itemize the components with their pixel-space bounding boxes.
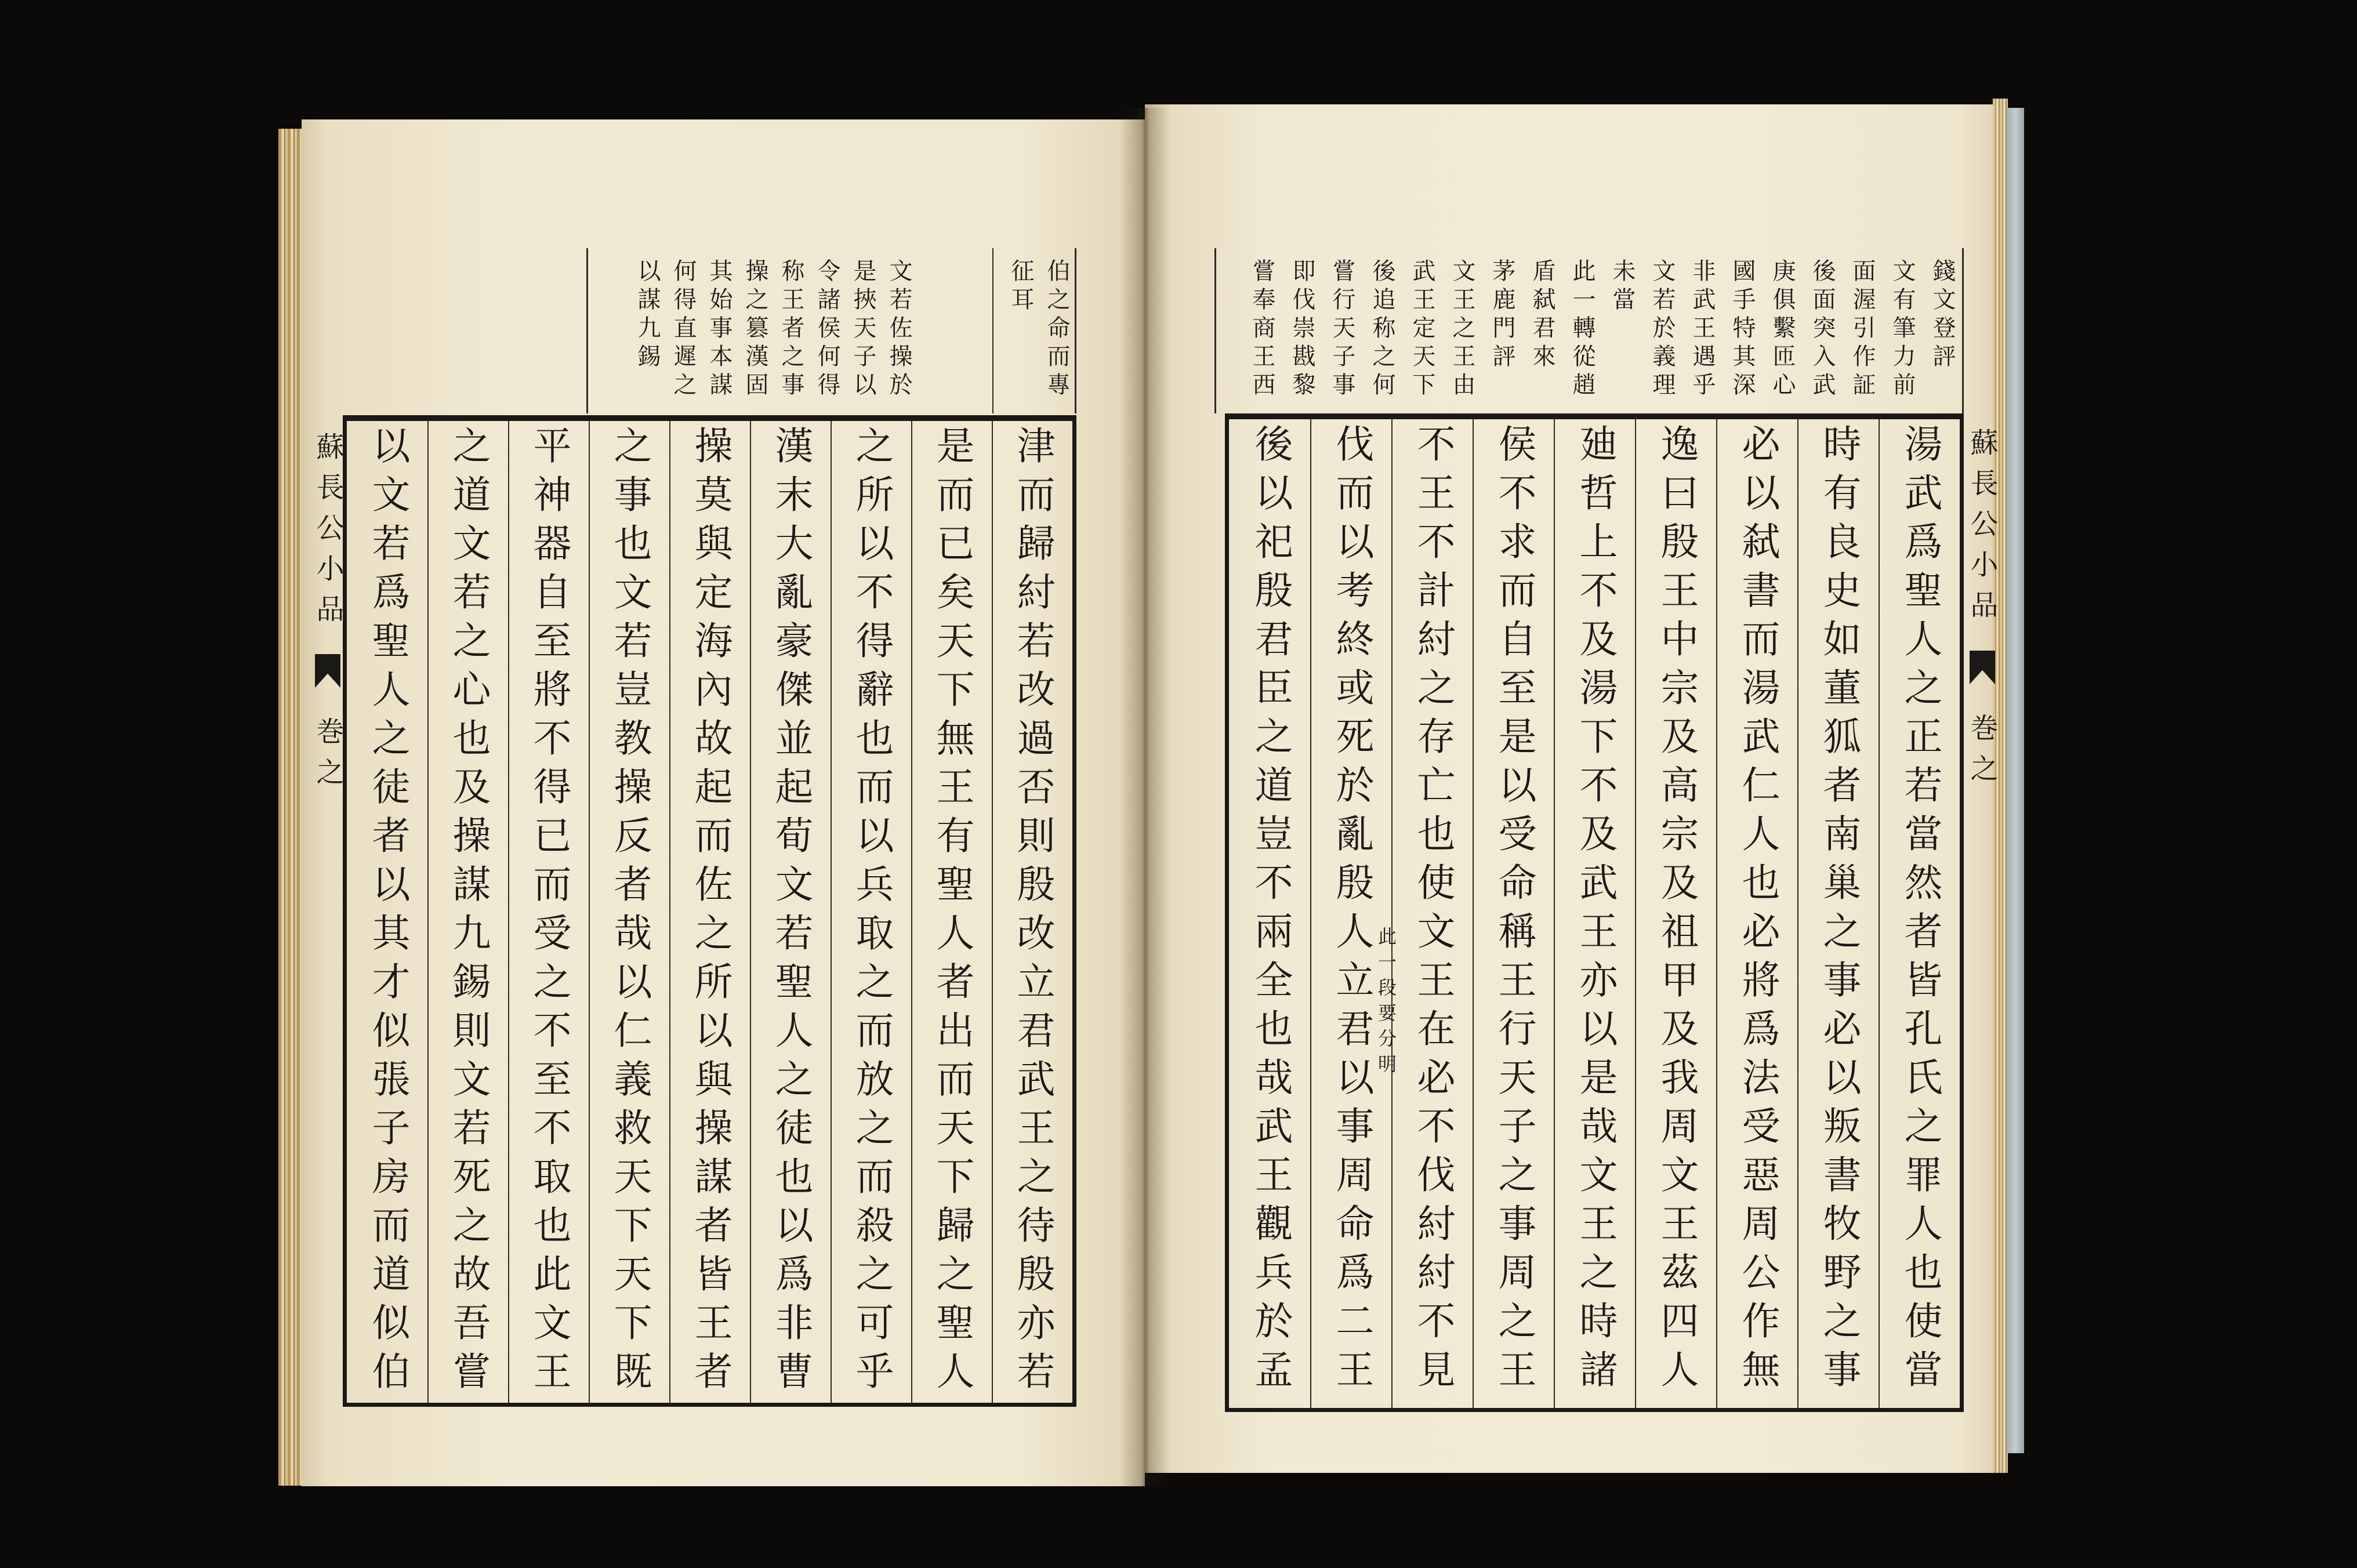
headnote-column: 何得直遲之 bbox=[670, 259, 697, 401]
text-column: 是而已矣天下無王有聖人者出而天下歸之聖人 bbox=[911, 421, 992, 1403]
text-column: 伐而以考終或死於亂殷人立君以事周命爲二王 bbox=[1310, 419, 1391, 1408]
headnote-column: 嘗奉商王西 bbox=[1249, 259, 1275, 401]
margin-volume: 巻之 bbox=[311, 717, 344, 798]
headnote-column: 其始事本謀 bbox=[706, 259, 733, 401]
headnote-gap bbox=[917, 248, 992, 413]
book-cover-edge bbox=[2007, 108, 2024, 1453]
headnote-column: 此一轉從趙 bbox=[1569, 259, 1595, 401]
headnote-column: 是挾天子以 bbox=[850, 259, 876, 401]
headnote-column: 非武王遇乎 bbox=[1689, 259, 1716, 401]
headnote-column: 以謀九錫 bbox=[634, 259, 661, 372]
headnote-area-right bbox=[1214, 248, 1964, 413]
text-column: 操莫與定海內故起而佐之所以與操謀者皆王者 bbox=[669, 421, 750, 1403]
margin-title: 蘇長公小品 bbox=[1966, 428, 1998, 631]
headnote-column: 文有筆力前 bbox=[1889, 259, 1916, 401]
headnote-column: 盾弑君來 bbox=[1529, 259, 1555, 372]
text-column: 津而歸紂若改過否則殷改立君武王之待殷亦若 bbox=[992, 421, 1072, 1403]
headnote-column: 伯之命而專 bbox=[1043, 259, 1070, 401]
text-column: 之所以不得辭也而以兵取之而放之而殺之可乎 bbox=[831, 421, 911, 1403]
headnote-column: 未當 bbox=[1609, 259, 1636, 315]
text-column: 逸曰殷王中宗及高宗及祖甲及我周文王茲四人 bbox=[1635, 419, 1716, 1408]
margin-volume: 巻之 bbox=[1966, 713, 1998, 794]
headnote-column: 武王定天下 bbox=[1409, 259, 1435, 401]
text-column: 必以弑書而湯武仁人也必將爲法受惡周公作無 bbox=[1716, 419, 1797, 1408]
margin-title: 蘇長公小品 bbox=[311, 432, 344, 635]
headnote-column: 國手特其深 bbox=[1729, 259, 1756, 401]
text-column: 平神器自至將不得已而受之不至不取也此文王 bbox=[508, 421, 589, 1403]
text-column: 後以祀殷君臣之道豈不兩全也哉武王觀兵於孟 bbox=[1248, 424, 1293, 1398]
headnote-column: 後面突入武 bbox=[1809, 259, 1836, 401]
headnote-area-left bbox=[586, 248, 1076, 413]
headnote-column: 操之篡漢固 bbox=[742, 259, 768, 401]
headnote-column: 文若於義理 bbox=[1649, 259, 1676, 401]
text-column: 時有良史如董狐者南巢之事必以叛書牧野之事 bbox=[1797, 419, 1879, 1408]
main-text-frame-right bbox=[1225, 413, 1964, 1412]
headnote-column: 後追称之何 bbox=[1369, 259, 1395, 401]
headnote-column: 面渥引作証 bbox=[1849, 259, 1876, 401]
headnote-column: 茅鹿門評 bbox=[1489, 259, 1515, 372]
main-text-frame-left bbox=[343, 415, 1076, 1407]
text-column: 之事也文若豈教操反者哉以仁義救天下天下既 bbox=[589, 421, 669, 1403]
headnote-column: 文王之王由 bbox=[1449, 259, 1475, 401]
text-column: 湯武爲聖人之正若當然者皆孔氏之罪人也使當 bbox=[1879, 419, 1960, 1408]
book-gutter bbox=[1119, 108, 1172, 1487]
headnote-column: 錢文登評 bbox=[1929, 259, 1956, 372]
left-page-edges bbox=[278, 129, 304, 1486]
headnote-divider bbox=[992, 248, 1003, 413]
headnote-column: 庚俱繫匝心 bbox=[1769, 259, 1796, 401]
headnote-column: 征耳 bbox=[1007, 259, 1034, 315]
headnote-column: 称王者之事 bbox=[778, 259, 804, 401]
text-column: 廸哲上不及湯下不及武王亦以是哉文王之時諸 bbox=[1554, 419, 1635, 1408]
text-column: 不王不計紂之存亡也使文王在必不伐紂紂不見 bbox=[1391, 419, 1473, 1408]
interlinear-note: 此一段要分明 bbox=[1375, 927, 1397, 1080]
text-column: 漢末大亂豪傑並起荀文若聖人之徒也以爲非曹 bbox=[750, 421, 831, 1403]
text-column: 侯不求而自至是以受命稱王行天子之事周之王 bbox=[1473, 419, 1554, 1408]
headnote-column: 嘗行天子事 bbox=[1329, 259, 1355, 401]
text-column: 之道文若之心也及操謀九錫則文若死之故吾嘗 bbox=[427, 421, 508, 1403]
headnote-column: 令諸侯何得 bbox=[814, 259, 840, 401]
headnote-column: 文若佐操於 bbox=[886, 259, 912, 401]
text-column: 以文若爲聖人之徒者以其才似張子房而道似伯 bbox=[365, 426, 410, 1400]
headnote-column: 即伐崇戡黎 bbox=[1289, 259, 1315, 401]
